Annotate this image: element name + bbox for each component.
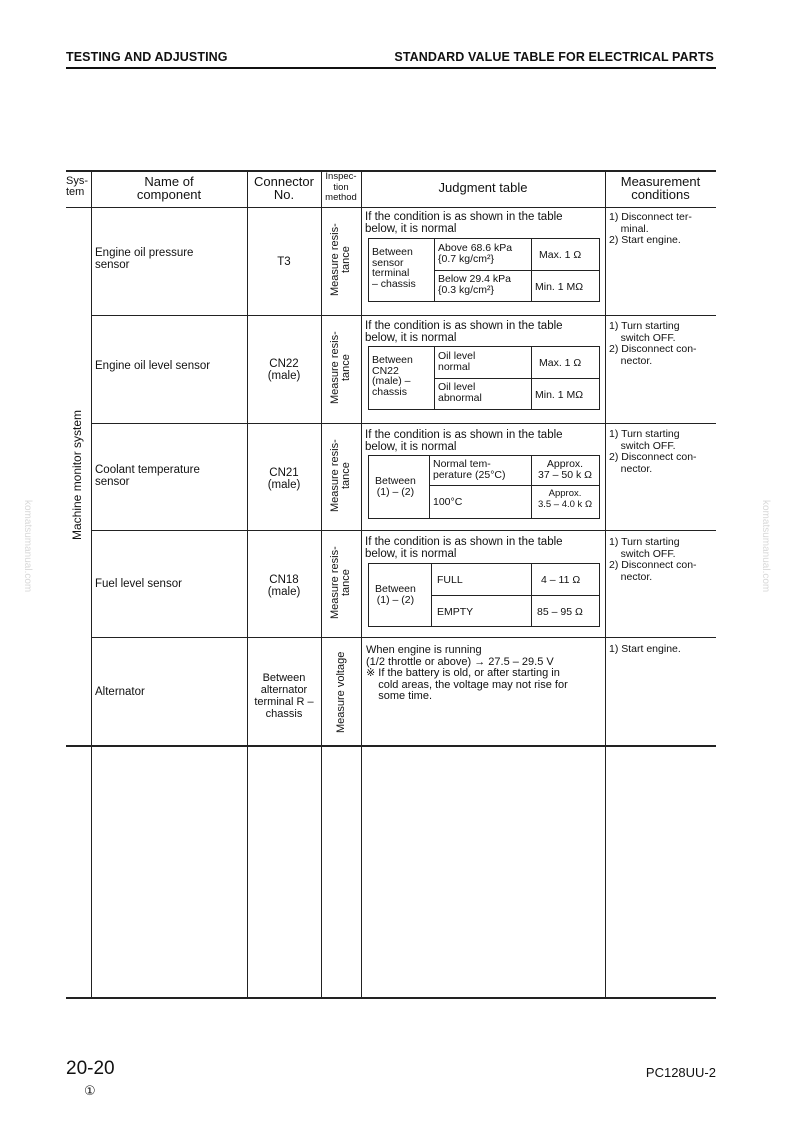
row-rule [66,745,716,747]
system-name: Machine monitor system [70,409,84,541]
col-rule [605,170,606,998]
header-method: Inspec- tion method [325,171,357,203]
inspection-method: Measure resis- tance [329,546,352,620]
inspection-method: Measure resis- tance [329,331,352,405]
component-name: Alternator [95,686,145,698]
connector-no: CN21 (male) [267,467,301,491]
judgment-subtable [368,238,600,302]
col-rule [361,170,362,998]
value-2: Min. 1 MΩ [535,281,584,293]
value-2: 85 – 95 Ω [537,606,583,618]
measurement-conditions: 1) Start engine. [609,643,681,655]
connector-no: Between alternator terminal R – chassis [254,672,314,720]
judgment-intro: If the condition is as shown in the table below, it is normal [365,536,563,560]
col-rule [321,170,322,998]
value-1: Max. 1 Ω [539,249,582,261]
measurement-conditions: 1) Turn starting switch OFF. 2) Disconnect con- nector. [609,428,697,475]
between-label: Between CN22 (male) – chassis [372,354,413,398]
component-name: Coolant temperature sensor [95,464,200,488]
value-1: Approx. 37 – 50 k Ω [538,458,592,481]
between-label: Between sensor terminal – chassis [372,246,416,290]
header-bottom-rule [66,207,716,208]
header-right-title: STANDARD VALUE TABLE FOR ELECTRICAL PARTS [394,50,714,64]
judgment-subtable [368,563,600,627]
model-number: PC128UU-2 [645,1065,716,1080]
header-rule [66,67,716,69]
header-system: Sys- tem [66,175,88,198]
value-2: Min. 1 MΩ [535,389,584,401]
measurement-conditions: 1) Disconnect ter- minal. 2) Start engine. [609,211,692,246]
watermark-left: komatsumanual.com [22,500,33,593]
row-rule [91,530,716,531]
between-label: Between (1) – (2) [375,583,416,606]
condition-2: Oil level abnormal [438,381,482,404]
condition-1: Normal tem- perature (25°C) [433,458,506,481]
header-component: Name of component [136,174,202,202]
between-label: Between (1) – (2) [375,475,416,498]
row-rule [91,315,716,316]
header-left-title: TESTING AND ADJUSTING [66,50,228,64]
component-name: Fuel level sensor [95,578,182,590]
table-bottom-rule [66,997,716,999]
value-1: Max. 1 Ω [539,357,582,369]
value-2: Approx. 3.5 – 4.0 k Ω [537,488,593,510]
measurement-conditions: 1) Turn starting switch OFF. 2) Disconnect con- nector. [609,536,697,583]
row-rule [91,423,716,424]
inspection-method: Measure resis- tance [329,439,352,513]
value-1: 4 – 11 Ω [541,574,581,586]
condition-2: Below 29.4 kPa {0.3 kg/cm²} [438,273,511,296]
inspection-method: Measure voltage [335,651,347,733]
header-judgment: Judgment table [438,180,528,195]
page-number: 20-20 [66,1058,115,1079]
condition-1: Above 68.6 kPa {0.7 kg/cm²} [438,242,513,265]
condition-2: EMPTY [437,606,474,618]
connector-no: CN22 (male) [267,358,301,382]
judgment-text: When engine is running (1/2 throttle or above) → 27.5 – 29.5 V ※ If the battery is old, or after starting in cold areas, the voltage may not rise for some time. [366,644,568,702]
judgment-subtable [368,346,600,410]
judgment-subtable [368,455,600,519]
judgment-intro: If the condition is as shown in the table below, it is normal [365,429,563,453]
measurement-conditions: 1) Turn starting switch OFF. 2) Disconnect con- nector. [609,320,697,367]
judgment-intro: If the condition is as shown in the table below, it is normal [365,211,563,235]
watermark-right: komatsumanual.com [760,500,771,593]
col-rule [91,170,92,998]
condition-1: FULL [437,574,463,586]
row-rule [91,637,716,638]
condition-1: Oil level normal [438,350,476,373]
connector-no: CN18 (male) [267,574,301,598]
component-name: Engine oil level sensor [95,360,211,372]
component-name: Engine oil pressure sensor [95,247,194,271]
header-conditions: Measurement conditions [620,174,701,202]
inspection-method: Measure resis- tance [329,223,352,297]
table-top-rule [66,170,716,172]
condition-2: 100°C [433,496,463,508]
header-connector: Connector No. [254,174,314,202]
connector-no: T3 [277,256,291,268]
judgment-intro: If the condition is as shown in the table below, it is normal [365,320,563,344]
revision-mark: ① [84,1083,96,1098]
